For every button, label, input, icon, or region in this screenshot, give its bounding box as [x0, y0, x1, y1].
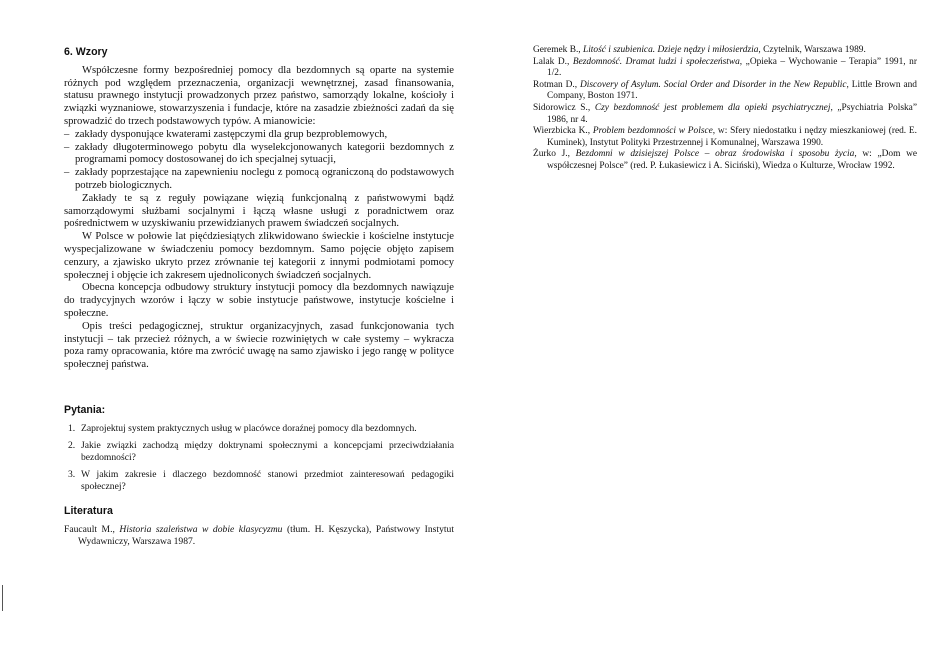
- list-item: – zakłady długoterminowego pobytu dla wyselekcjonowanych kategorii bezdomnych z programami pomocy dostosowanej do ich specjalnej sytuacji,: [64, 142, 454, 168]
- reference-entry: [533, 126, 917, 149]
- ref-title: Discovery of Asylum. Social Order and Disorder in the New Republic: [579, 79, 847, 90]
- list-item: – zakłady poprzestające na zapewnieniu noclegu z pomocą ograniczoną do podstawowych potrzeb biologicznych.: [64, 167, 454, 193]
- ref-author: Rotman D.,: [533, 79, 580, 90]
- ref-details: , Czytelnik, Warszawa 1989.: [758, 45, 866, 55]
- question-item: [64, 440, 454, 464]
- paragraph: Współczesne formy bezpośredniej pomocy dla bezdomnych są oparte na systemie różnych pod względem przeznaczenia, organizacji wewnętrznej, zasad finansowania, statusu prawnego instytucji prowadzonych przez państwo, samorządy lokalne, kościoły i związki wyznaniowe, stowarzyszenia i fundacje, które na zasadzie zbieżności zadań da się sprowadzić do trzech podstawowych typów. A mianowicie:: [64, 64, 454, 127]
- question-text: Jakie związki zachodzą między doktrynami społecznymi a koncepcjami przeciwdziałania bezdomności?: [81, 439, 454, 463]
- section-heading: 6. Wzory: [64, 46, 108, 58]
- question-number: 3.: [68, 468, 76, 480]
- ref-details: , „Psychiatria Polska” 1986, nr 4.: [547, 102, 917, 125]
- ref-title: Historia szaleństwa w dobie klasycyzmu: [119, 523, 283, 535]
- ref-title: Litość i szubienica. Dzieje nędzy i miłosierdzia: [582, 45, 759, 55]
- question-text: Zaprojektuj system praktycznych usług w placówce doraźnej pomocy dla bezdomnych.: [81, 422, 417, 434]
- ref-details: , w: „Dom we współczesnej Polsce” (red. P. Łukasiewicz i A. Siciński), Wiedza o Kulturze, Wrocław 1992.: [547, 149, 917, 171]
- list-item: – zakłady dysponujące kwaterami zastępczymi dla grup bezproblemowych,: [64, 129, 454, 142]
- reference-entry: [533, 103, 917, 126]
- reference-entry: [64, 524, 454, 548]
- question-item: [64, 469, 454, 493]
- paragraph: Opis treści pedagogicznej, struktur organizacyjnych, zasad funkcjonowania tych instytucji – tak przecież różnych, a w świecie rozwiniętych w całe systemy – wykracza poza ramy opracowania, które ma zwrócić uwagę na samo zjawisko i jego rangę w polityce społecznej państwa.: [64, 320, 454, 371]
- ref-author: Żurko J.,: [533, 149, 576, 160]
- ref-author: Lalak D.,: [533, 56, 573, 67]
- paragraph: Obecna koncepcja odbudowy struktury instytucji pomocy dla bezdomnych nawiązuje do tradycyjnych wzorów i łączy w sobie instytucje państwowe, instytucje kościelne i społeczne.: [64, 282, 454, 319]
- paragraph: Zakłady te są z reguły powiązane więzią funkcjonalną z państwowymi bądź samorządowymi służbami socjalnymi i łączą własne usługi z poradnictwem oraz pośrednictwem w uzyskiwaniu przewidzianych prawem świadczeń socjalnych.: [64, 192, 454, 230]
- literature-section: [64, 505, 454, 548]
- questions-list: [64, 423, 454, 493]
- reference-entry: [533, 45, 917, 57]
- right-column: [533, 45, 917, 173]
- ref-author: Geremek B.,: [533, 45, 583, 55]
- ref-author: Wierzbicka K.,: [533, 126, 593, 137]
- question-number: 1.: [68, 422, 76, 434]
- ref-details: , w: Sfery niedostatku i nędzy mieszkaniowej (red. E. Kuminek), Instytut Polityki Przestrzennej i Komunalnej, Warszawa 1990.: [547, 126, 917, 148]
- ref-title: Czy bezdomność jest problemem dla opieki psychiatrycznej: [594, 102, 831, 113]
- questions-heading: Pytania:: [64, 403, 106, 416]
- paragraph: W Polsce w połowie lat pięćdziesiątych zlikwidowano świeckie i kościelne instytucje wyspecjalizowane w świadczeniu pomocy bezdomnym. Samo pojęcie objęto zapisem cenzury, a zjawisko ukryto przez zrównanie tej kategorii z innymi podmiotami pomocy społecznej i objęcie ich zakresem ujednoliconych świadczeń socjalnych.: [64, 231, 454, 281]
- reference-entry: [533, 57, 917, 80]
- reference-entry: [533, 149, 917, 172]
- ref-title: Bezdomność. Dramat ludzi i społeczeństwa: [572, 56, 740, 67]
- question-text: W jakim zakresie i dlaczego bezdomność stanowi przedmiot zainteresowań pedagogiki społecznej?: [81, 468, 454, 492]
- ref-author: Sidorowicz S.,: [533, 102, 595, 113]
- question-number: 2.: [68, 439, 76, 451]
- literature-heading: Literatura: [64, 504, 113, 517]
- questions-section: [64, 404, 454, 493]
- left-column: [64, 46, 454, 548]
- ref-details: , Little Brown and Company, Boston 1971.: [547, 79, 917, 102]
- ref-details: , „Opieka – Wychowanie – Terapia” 1991, nr 1/2.: [547, 56, 917, 79]
- ref-title: Bezdomni w dzisiejszej Polsce – obraz środowiska i sposobu życia: [575, 149, 855, 160]
- ref-title: Problem bezdomności w Polsce: [592, 126, 713, 137]
- question-item: [64, 423, 454, 435]
- ref-details: (tłum. H. Kęszycka), Państwowy Instytut Wydawniczy, Warszawa 1987.: [78, 523, 454, 547]
- ref-author: Faucault M.,: [64, 523, 120, 535]
- facility-types-list: [64, 129, 454, 193]
- reference-entry: [533, 80, 917, 103]
- scan-edge-mark: [2, 585, 3, 611]
